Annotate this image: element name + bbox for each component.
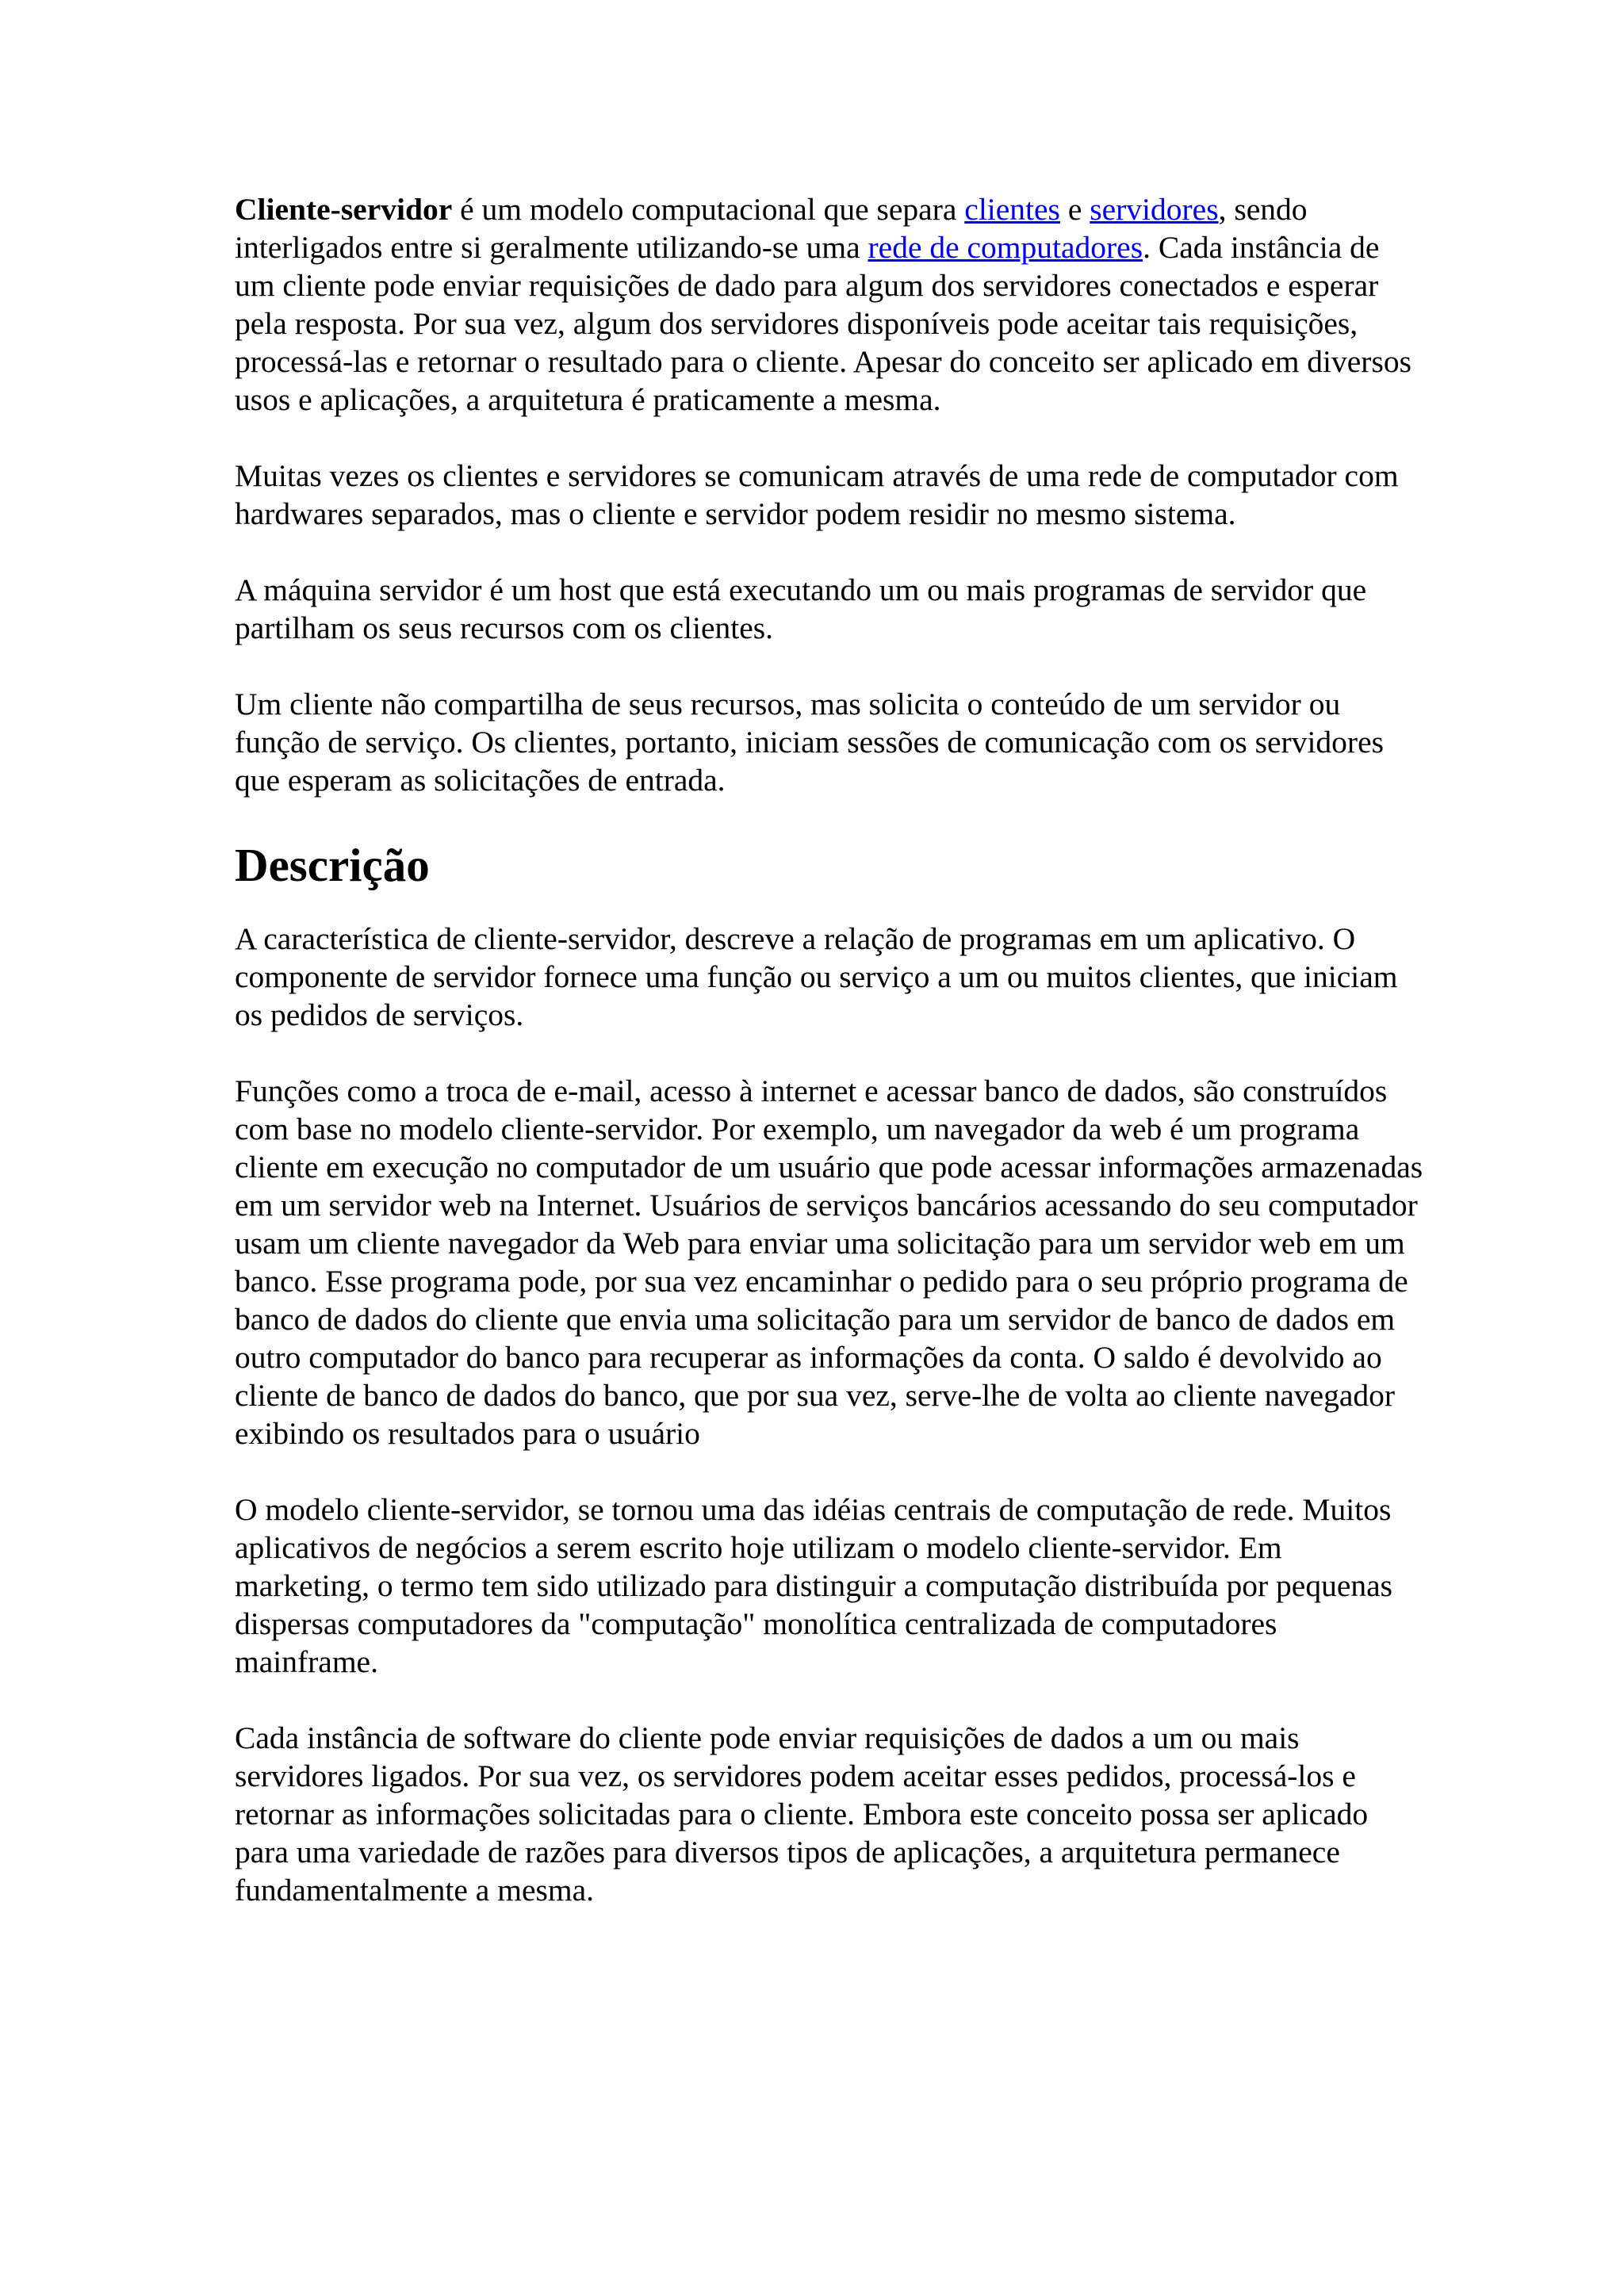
intro-paragraph bbox=[235, 190, 1424, 419]
document-page bbox=[235, 190, 1424, 1947]
paragraph: Funções como a troca de e-mail, acesso à internet e acessar banco de dados, são construídos com base no modelo cliente-servidor. Por exemplo, um navegador da web é um programa cliente em execução no computador de um usuário que pode acessar informações armazenadas em um servidor web na Internet. Usuários de serviços bancários acessando do seu computador usam um cliente navegador da Web para enviar uma solicitação para um servidor web em um banco. Esse programa pode, por sua vez encaminhar o pedido para o seu próprio programa de banco de dados do cliente que envia uma solicitação para um servidor de banco de dados em outro computador do banco para recuperar as informações da conta. O saldo é devolvido ao cliente de banco de dados do banco, que por sua vez, serve-lhe de volta ao cliente navegador exibindo os resultados para o usuário bbox=[235, 1073, 1423, 1451]
intro-text-3: , sendo interligados entre si geralmente utilizando-se uma bbox=[235, 192, 1308, 265]
paragraph: Um cliente não compartilha de seus recursos, mas solicita o conteúdo de um servidor ou função de serviço. Os clientes, portanto, iniciam sessões de comunicação com os servidores que esperam as solicitações de entrada. bbox=[235, 687, 1384, 798]
intro-text-4: . Cada instância de um cliente pode enviar requisições de dado para algum dos servidores conectados e esperar pela resposta. Por sua vez, algum dos servidores disponíveis pode aceitar tais requisições, processá-las e retornar o resultado para o cliente. Apesar do conceito ser aplicado em diversos usos e aplicações, a arquitetura é praticamente a mesma. bbox=[235, 230, 1411, 417]
paragraph: Cada instância de software do cliente pode enviar requisições de dados a um ou mais servidores ligados. Por sua vez, os servidores podem aceitar esses pedidos, processá-los e retornar as informações solicitadas para o cliente. Embora este conceito possa ser aplicado para uma variedade de razões para diversos tipos de aplicações, a arquitetura permanece fundamentalmente a mesma. bbox=[235, 1720, 1369, 1908]
paragraph: O modelo cliente-servidor, se tornou uma das idéias centrais de computação de rede. Muitos aplicativos de negócios a serem escrito hoje utilizam o modelo cliente-servidor. Em marketing, o termo tem sido utilizado para distinguir a computação distribuída por pequenas dispersas computadores da "computação" monolítica centralizada de computadores mainframe. bbox=[235, 1492, 1393, 1679]
link-servidores[interactable]: servidores bbox=[1090, 192, 1219, 227]
link-clientes[interactable]: clientes bbox=[964, 192, 1060, 227]
term-bold: Cliente-servidor bbox=[235, 192, 453, 227]
intro-text-1: é um modelo computacional que separa bbox=[452, 192, 965, 227]
paragraph: A máquina servidor é um host que está executando um ou mais programas de servidor que partilham os seus recursos com os clientes. bbox=[235, 572, 1367, 645]
link-rede-de-computadores[interactable]: rede de computadores bbox=[868, 230, 1143, 265]
paragraph: A característica de cliente-servidor, descreve a relação de programas em um aplicativo. O componente de servidor fornece uma função ou serviço a um ou muitos clientes, que iniciam os pedidos de serviços. bbox=[235, 921, 1398, 1032]
intro-text-2: e bbox=[1059, 192, 1090, 227]
section-heading: Descrição bbox=[235, 839, 430, 891]
paragraph: Muitas vezes os clientes e servidores se comunicam através de uma rede de computador com hardwares separados, mas o cliente e servidor podem residir no mesmo sistema. bbox=[235, 458, 1399, 531]
